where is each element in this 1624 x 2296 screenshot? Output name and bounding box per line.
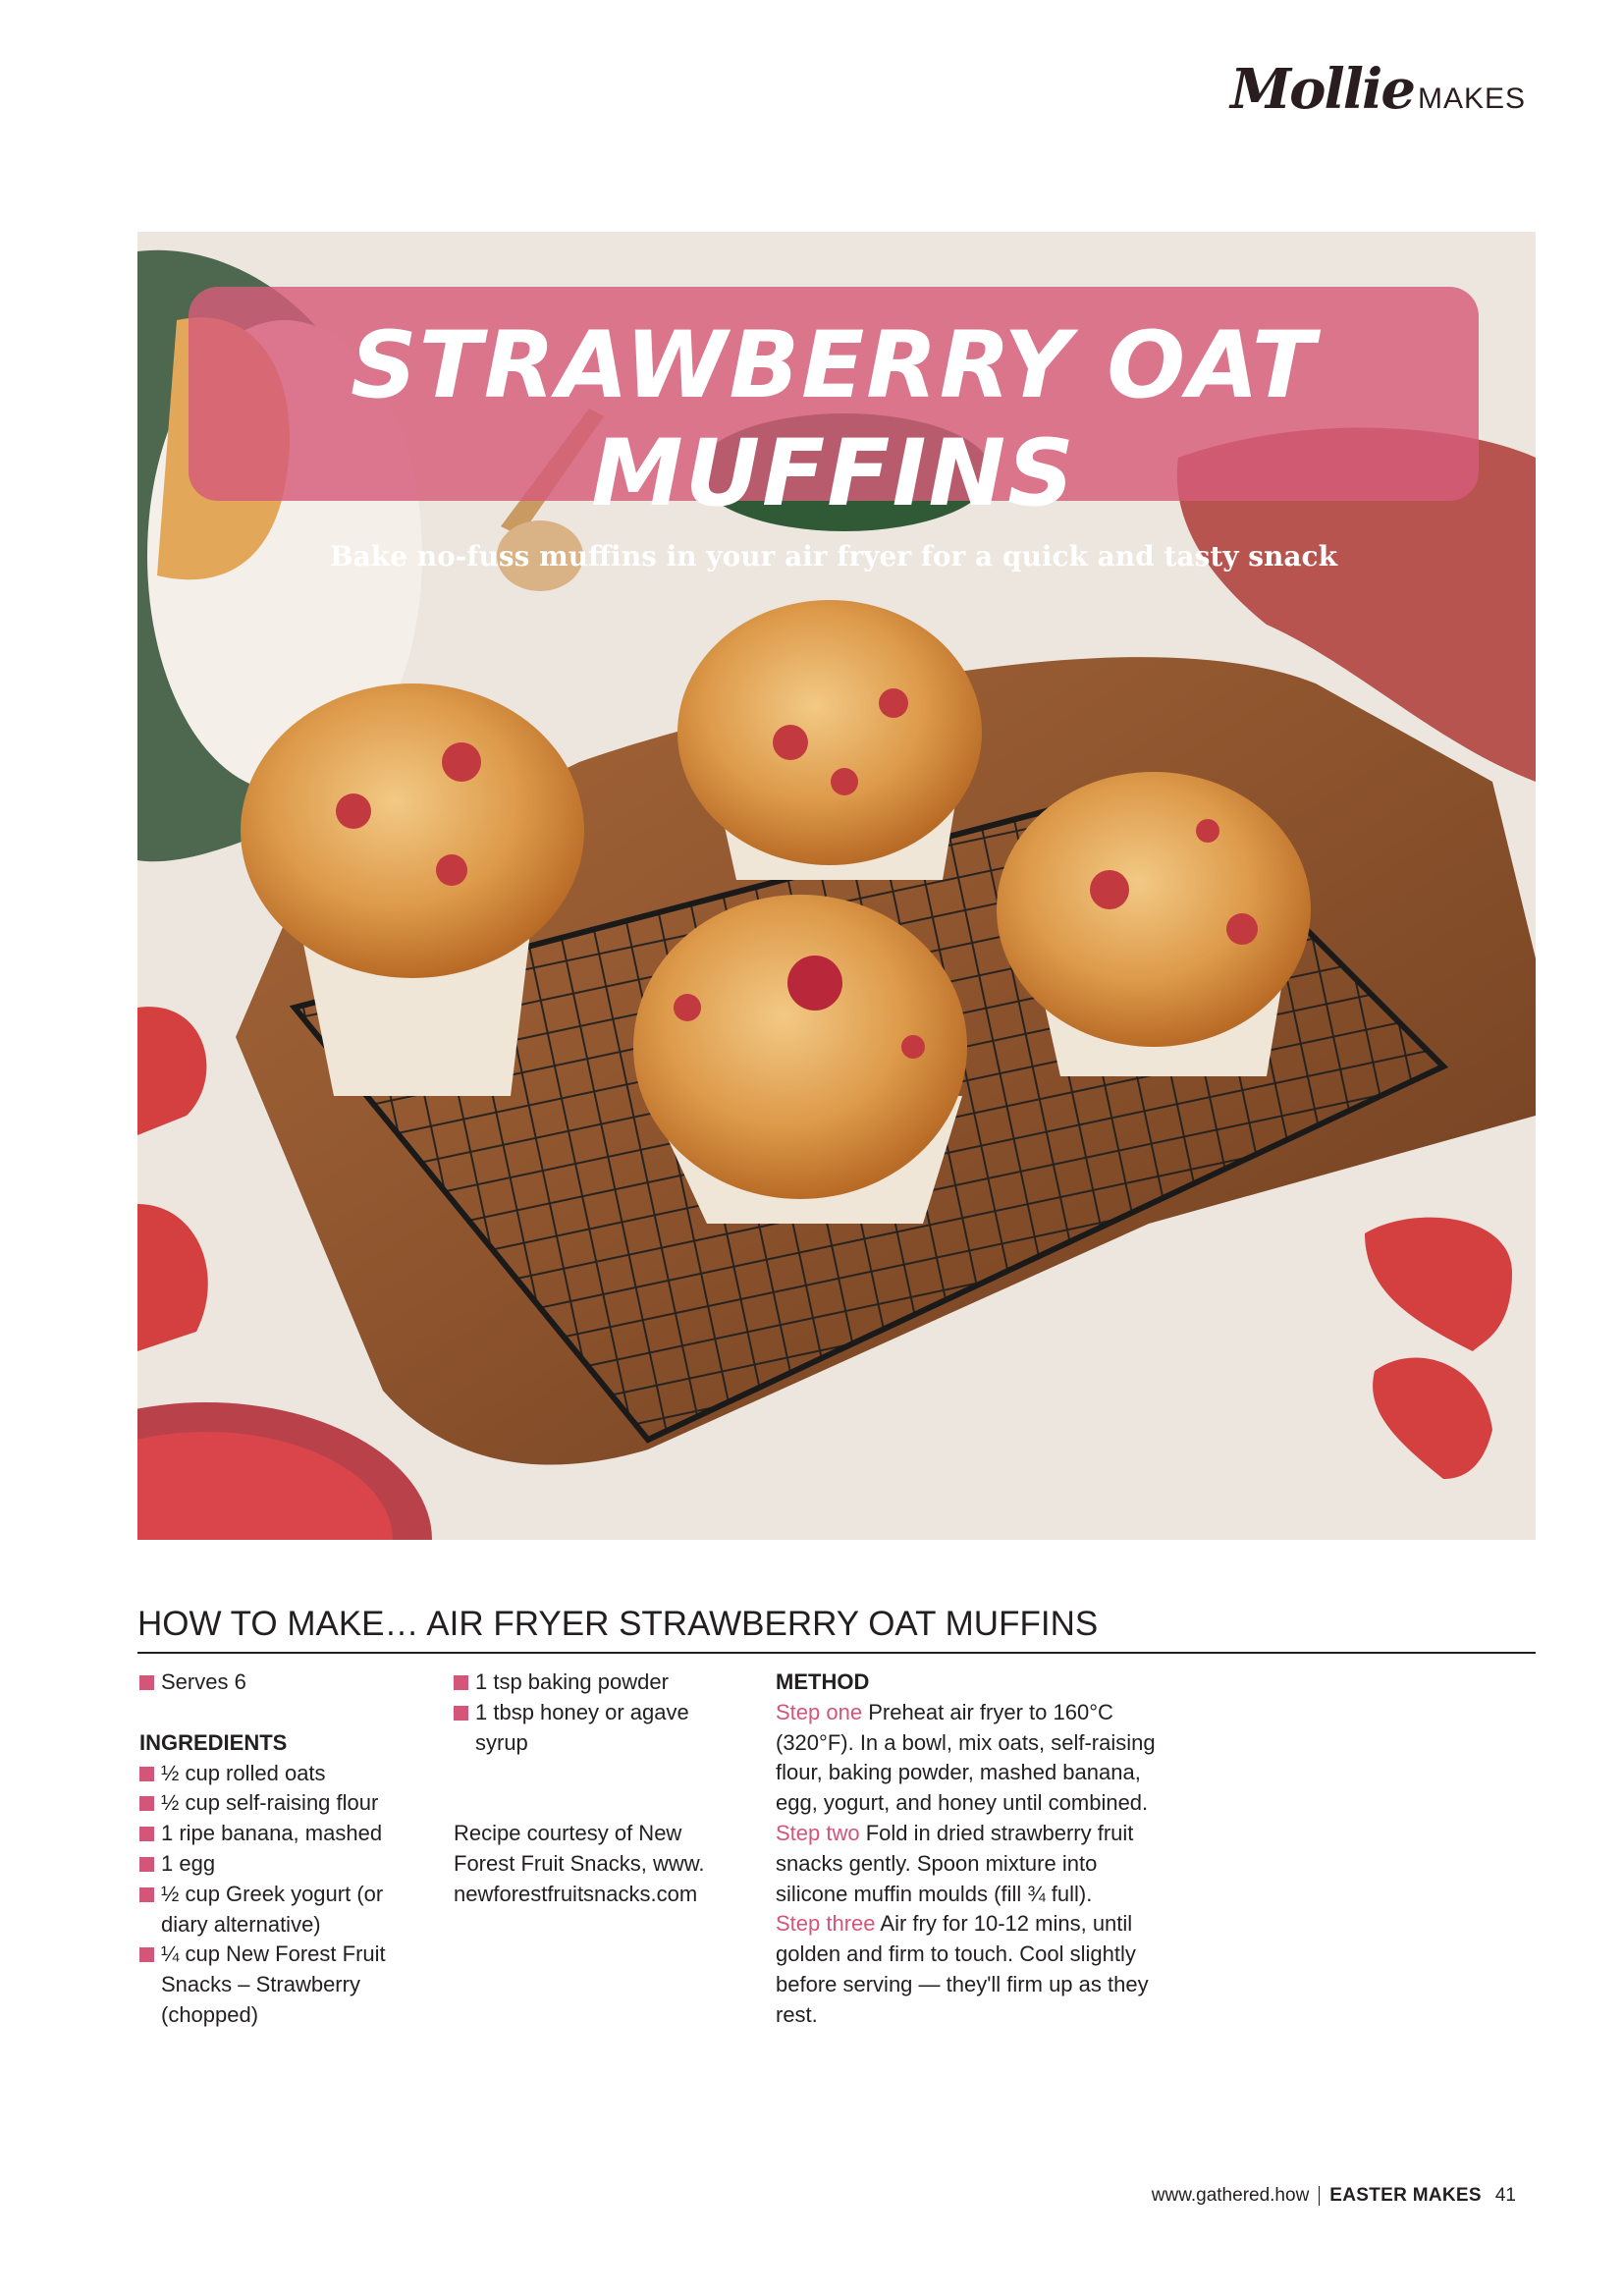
step-label: Step two xyxy=(776,1820,860,1845)
recipe-subtitle: Bake no-fuss muffins in your air fryer for a quick and tasty snack xyxy=(330,540,1337,573)
footer-url: www.gathered.how xyxy=(1151,2185,1310,2206)
section-heading: HOW TO MAKE… AIR FRYER STRAWBERRY OAT MUFFINS xyxy=(137,1605,1536,1654)
step-label: Step three xyxy=(776,1911,876,1937)
ingredients-column-1 xyxy=(139,1667,414,2031)
ingredients-heading: INGREDIENTS xyxy=(139,1729,288,1755)
step-text: Fold in dried strawberry fruit snacks gently. Spoon mixture into silicone muffin moulds (fill ¾ full). xyxy=(776,1820,1134,1906)
step-label: Step one xyxy=(776,1699,863,1724)
method-step xyxy=(776,1909,1159,2030)
step-text: Air fry for 10-12 mins, until golden and firm to touch. Cool slightly before serving — they'll firm up as they rest. xyxy=(776,1911,1149,2027)
serves-text: Serves 6 xyxy=(139,1667,414,1698)
logo-makes: MAKES xyxy=(1417,82,1526,115)
recipe-title: STRAWBERRY OAT MUFFINS xyxy=(350,312,1318,527)
method-column xyxy=(776,1667,1159,2031)
step-text: Preheat air fryer to 160°C (320°F). In a bowl, mix oats, self-raising flour, baking powder, mashed banana, egg, yogurt, and honey until combined. xyxy=(776,1699,1156,1816)
ingredients-column-2 xyxy=(454,1667,719,1910)
page-footer xyxy=(1152,2185,1516,2207)
hero-photo xyxy=(137,232,1536,1540)
ingredient-item: ½ cup rolled oats xyxy=(139,1759,414,1789)
logo-script: Mollie xyxy=(1230,57,1414,122)
method-step xyxy=(776,1819,1159,1909)
page-number: 41 xyxy=(1494,2185,1516,2206)
footer-divider xyxy=(1319,2186,1320,2206)
ingredients-list xyxy=(139,1759,414,2031)
mollie-makes-logo xyxy=(1230,57,1526,122)
ingredient-item: ½ cup self-raising flour xyxy=(139,1788,414,1819)
method-heading: METHOD xyxy=(776,1669,870,1694)
ingredient-item: ¼ cup New Forest Fruit Snacks – Strawberry (chopped) xyxy=(139,1940,414,2030)
ingredient-item: 1 tbsp honey or agave syrup xyxy=(454,1698,719,1759)
ingredient-item: 1 ripe banana, mashed xyxy=(139,1819,414,1849)
ingredient-item: ½ cup Greek yogurt (or diary alternative) xyxy=(139,1880,414,1941)
ingredient-item: 1 tsp baking powder xyxy=(454,1667,719,1698)
title-banner xyxy=(189,287,1479,573)
method-step xyxy=(776,1698,1159,1819)
ingredient-item: 1 egg xyxy=(139,1849,414,1880)
ingredients-list-continued xyxy=(454,1667,719,1758)
recipe-credit: Recipe courtesy of New Forest Fruit Snacks, www. newforestfruitsnacks.com xyxy=(454,1821,705,1906)
serves-list xyxy=(139,1667,414,1698)
footer-issue: EASTER MAKES xyxy=(1329,2185,1482,2206)
